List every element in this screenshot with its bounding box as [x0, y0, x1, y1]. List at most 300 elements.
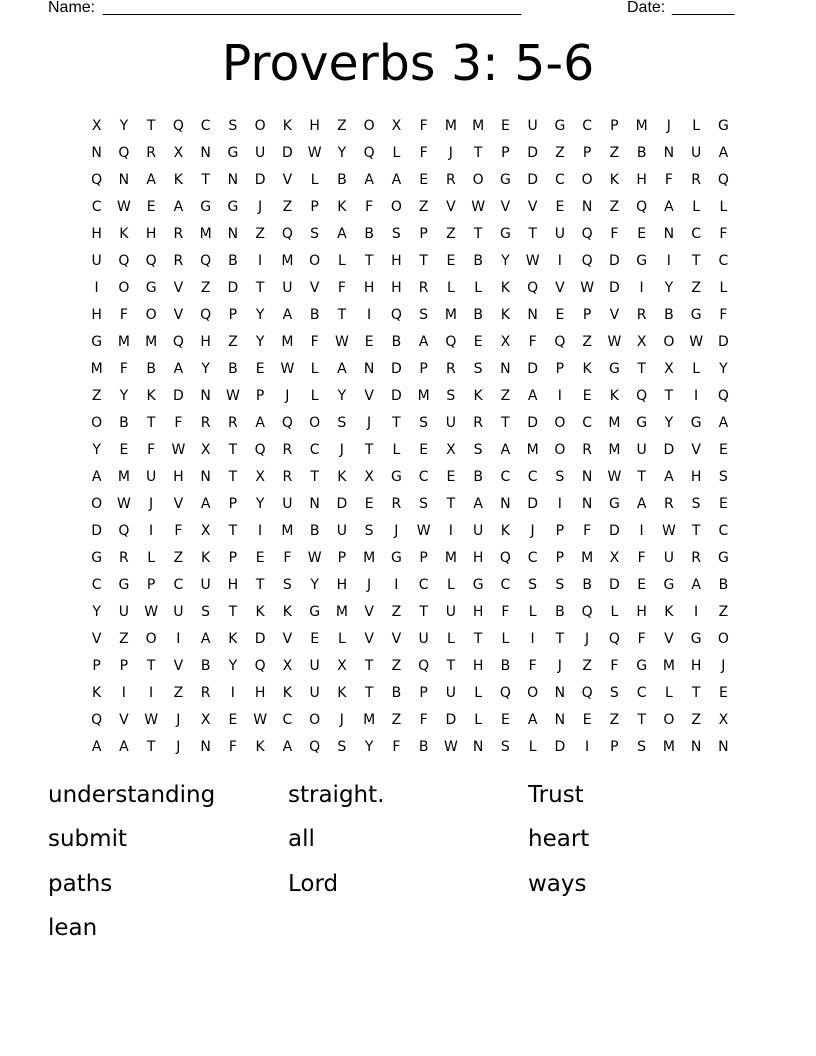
grid-letter: H — [391, 253, 402, 269]
grid-letter: S — [555, 577, 565, 593]
grid-letter: U — [146, 469, 157, 485]
grid-letter: W — [607, 469, 622, 485]
grid-letter: Q — [91, 172, 103, 188]
grid-letter: K — [119, 226, 129, 242]
grid-letter: Y — [364, 739, 374, 755]
grid-letter: I — [694, 388, 699, 404]
grid-letter: M — [90, 361, 103, 377]
grid-letter: F — [664, 172, 673, 188]
grid-letter: K — [146, 388, 156, 404]
grid-letter: U — [118, 604, 129, 620]
grid-letter: T — [528, 226, 537, 242]
grid-row — [83, 491, 737, 518]
grid-letter: Z — [718, 604, 729, 620]
grid-letter: I — [94, 280, 99, 296]
grid-letter: L — [501, 631, 510, 647]
grid-letter: Z — [555, 145, 565, 161]
grid-letter: N — [363, 361, 375, 377]
grid-letter: H — [636, 172, 647, 188]
grid-letter: R — [228, 415, 238, 431]
grid-letter: P — [582, 145, 592, 161]
grid-letter: Y — [92, 604, 101, 620]
grid-letter: N — [690, 739, 702, 755]
grid-letter: O — [663, 712, 675, 728]
grid-letter: D — [390, 361, 402, 377]
grid-letter: C — [527, 550, 538, 566]
grid-letter: T — [255, 577, 265, 593]
grid-letter: C — [554, 172, 565, 188]
grid-letter: H — [472, 550, 484, 566]
grid-letter: I — [639, 280, 644, 296]
grid-letter: F — [119, 307, 128, 323]
grid-letter: B — [228, 361, 238, 377]
word-bank-item: Lord — [288, 871, 339, 897]
grid-letter: A — [664, 469, 674, 485]
grid-letter: W — [580, 280, 595, 296]
grid-letter: B — [664, 307, 674, 323]
grid-letter: O — [309, 712, 321, 728]
grid-letter: P — [310, 199, 319, 215]
date-blank-line: _______ — [672, 0, 735, 16]
grid-letter: F — [392, 739, 401, 755]
grid-letter: Q — [390, 307, 402, 323]
grid-row — [83, 545, 737, 572]
grid-letter: A — [282, 739, 293, 755]
grid-letter: C — [418, 469, 429, 485]
grid-letter: O — [118, 280, 130, 296]
grid-letter: P — [419, 685, 428, 701]
grid-letter: E — [555, 199, 565, 215]
grid-letter: Q — [717, 172, 729, 188]
grid-letter: G — [227, 199, 239, 215]
grid-letter: L — [310, 172, 319, 188]
grid-letter: P — [610, 739, 619, 755]
grid-letter: B — [718, 577, 729, 593]
grid-letter: N — [663, 226, 675, 242]
grid-letter: K — [337, 685, 347, 701]
grid-row — [83, 734, 737, 761]
grid-letter: W — [225, 388, 240, 404]
grid-letter: E — [364, 496, 374, 512]
grid-letter: U — [445, 604, 456, 620]
grid-letter: D — [527, 172, 539, 188]
grid-letter: D — [608, 253, 620, 269]
grid-letter: U — [445, 685, 456, 701]
grid-letter: I — [394, 577, 399, 593]
grid-letter: J — [339, 442, 344, 458]
grid-letter: N — [581, 469, 593, 485]
grid-letter: Q — [118, 253, 130, 269]
grid-letter: Y — [664, 280, 674, 296]
grid-letter: Y — [719, 361, 728, 377]
grid-letter: S — [691, 496, 701, 512]
grid-letter: N — [200, 469, 211, 485]
grid-letter: Q — [172, 118, 184, 134]
grid-letter: X — [255, 469, 265, 485]
grid-letter: K — [201, 550, 211, 566]
grid-letter: X — [200, 523, 211, 539]
grid-letter: T — [446, 658, 456, 674]
grid-letter: G — [499, 172, 511, 188]
grid-letter: R — [391, 496, 402, 512]
grid-letter: U — [282, 496, 293, 512]
grid-letter: N — [554, 685, 566, 701]
grid-letter: B — [200, 658, 211, 674]
grid-letter: R — [200, 685, 211, 701]
grid-letter: W — [525, 253, 540, 269]
grid-letter: Q — [527, 280, 539, 296]
grid-letter: W — [171, 442, 186, 458]
grid-letter: C — [91, 199, 102, 215]
grid-letter: A — [200, 631, 211, 647]
grid-letter: V — [91, 631, 102, 647]
grid-letter: A — [718, 415, 729, 431]
grid-letter: I — [585, 739, 590, 755]
grid-letter: M — [281, 334, 294, 350]
name-label: Name: — [48, 0, 96, 16]
grid-letter: G — [227, 145, 239, 161]
grid-letter: K — [609, 388, 619, 404]
grid-row — [83, 599, 737, 626]
grid-letter: R — [173, 226, 184, 242]
grid-letter: T — [501, 415, 510, 431]
grid-letter: Q — [254, 658, 266, 674]
grid-letter: V — [500, 199, 511, 215]
grid-letter: Z — [500, 388, 511, 404]
grid-row — [83, 518, 737, 545]
grid-letter: X — [446, 442, 456, 458]
grid-letter: P — [555, 523, 565, 539]
grid-letter: O — [254, 118, 266, 134]
grid-letter: K — [255, 739, 265, 755]
grid-letter: K — [282, 685, 292, 701]
grid-letter: W — [443, 739, 458, 755]
grid-letter: P — [419, 226, 428, 242]
grid-letter: G — [663, 577, 675, 593]
grid-letter: V — [364, 604, 374, 620]
grid-letter: V — [664, 631, 674, 647]
grid-letter: G — [91, 334, 103, 350]
grid-letter: M — [662, 658, 675, 674]
grid-letter: S — [310, 226, 320, 242]
grid-letter: Q — [636, 199, 648, 215]
grid-letter: O — [663, 334, 675, 350]
word-search-grid — [83, 113, 737, 761]
grid-letter: S — [337, 415, 347, 431]
grid-letter: E — [718, 685, 728, 701]
grid-letter: I — [258, 253, 263, 269]
grid-row — [83, 221, 737, 248]
grid-letter: C — [500, 469, 511, 485]
grid-letter: S — [609, 685, 619, 701]
grid-letter: T — [637, 712, 646, 728]
grid-letter: S — [419, 415, 429, 431]
grid-letter: M — [363, 550, 376, 566]
grid-letter: R — [200, 415, 211, 431]
grid-letter: S — [364, 523, 374, 539]
grid-letter: S — [201, 604, 211, 620]
grid-letter: J — [339, 712, 344, 728]
grid-letter: R — [173, 253, 184, 269]
grid-letter: V — [527, 199, 538, 215]
grid-row — [83, 113, 737, 140]
grid-letter: G — [390, 469, 402, 485]
grid-letter: Z — [691, 280, 701, 296]
grid-letter: Z — [609, 145, 620, 161]
grid-letter: V — [282, 631, 293, 647]
grid-letter: Q — [118, 145, 130, 161]
grid-letter: J — [258, 199, 263, 215]
grid-letter: I — [149, 523, 154, 539]
grid-letter: E — [446, 253, 456, 269]
grid-letter: I — [121, 685, 126, 701]
grid-letter: O — [717, 631, 729, 647]
grid-letter: Y — [201, 361, 210, 377]
grid-letter: A — [255, 415, 265, 431]
grid-letter: D — [445, 712, 457, 728]
grid-letter: Q — [145, 253, 157, 269]
grid-letter: F — [528, 658, 537, 674]
grid-row — [83, 383, 737, 410]
grid-letter: U — [282, 280, 293, 296]
grid-letter: G — [690, 307, 702, 323]
grid-row — [83, 410, 737, 437]
grid-letter: Q — [309, 739, 321, 755]
grid-letter: R — [119, 550, 129, 566]
grid-letter: G — [309, 604, 321, 620]
grid-letter: O — [581, 172, 593, 188]
word-bank-item: all — [288, 826, 315, 852]
grid-letter: D — [608, 523, 620, 539]
grid-letter: N — [500, 496, 511, 512]
grid-letter: S — [419, 307, 429, 323]
grid-letter: I — [557, 496, 562, 512]
grid-letter: I — [230, 685, 235, 701]
grid-letter: U — [418, 631, 429, 647]
grid-letter: D — [336, 496, 348, 512]
grid-letter: D — [254, 172, 266, 188]
grid-letter: A — [337, 226, 347, 242]
grid-letter: E — [364, 334, 374, 350]
grid-letter: U — [309, 685, 320, 701]
grid-letter: G — [690, 415, 702, 431]
grid-letter: M — [417, 388, 430, 404]
grid-letter: F — [147, 442, 156, 458]
grid-letter: M — [444, 307, 457, 323]
grid-letter: S — [391, 226, 401, 242]
grid-letter: N — [227, 172, 239, 188]
grid-letter: C — [173, 577, 184, 593]
grid-letter: O — [91, 496, 103, 512]
grid-letter: V — [364, 388, 374, 404]
grid-letter: A — [173, 199, 184, 215]
grid-letter: B — [418, 739, 429, 755]
grid-letter: W — [334, 334, 349, 350]
grid-letter: Q — [581, 604, 593, 620]
grid-letter: D — [663, 442, 675, 458]
grid-letter: E — [310, 631, 320, 647]
grid-letter: I — [666, 253, 671, 269]
grid-letter: K — [473, 388, 483, 404]
grid-letter: D — [527, 415, 539, 431]
grid-letter: M — [608, 442, 621, 458]
grid-letter: X — [718, 712, 729, 728]
grid-letter: M — [581, 550, 594, 566]
grid-letter: A — [91, 469, 102, 485]
grid-letter: H — [690, 469, 702, 485]
grid-row — [83, 329, 737, 356]
grid-letter: L — [337, 253, 346, 269]
grid-letter: B — [555, 604, 565, 620]
grid-row — [83, 707, 737, 734]
grid-letter: K — [337, 469, 347, 485]
grid-letter: L — [719, 280, 728, 296]
grid-letter: X — [200, 442, 211, 458]
grid-letter: Q — [200, 253, 212, 269]
grid-letter: L — [392, 145, 401, 161]
grid-letter: J — [176, 739, 181, 755]
grid-letter: Q — [200, 307, 212, 323]
grid-letter: L — [446, 577, 455, 593]
grid-letter: Z — [391, 604, 402, 620]
grid-letter: B — [146, 361, 156, 377]
grid-letter: I — [448, 523, 453, 539]
grid-letter: X — [200, 712, 211, 728]
grid-letter: U — [200, 577, 211, 593]
grid-letter: Y — [255, 334, 265, 350]
grid-letter: C — [582, 118, 593, 134]
grid-letter: T — [664, 388, 674, 404]
grid-letter: T — [419, 604, 428, 620]
grid-letter: R — [691, 550, 701, 566]
grid-letter: D — [608, 280, 620, 296]
grid-letter: S — [528, 577, 538, 593]
grid-letter: Y — [92, 442, 101, 458]
grid-letter: F — [610, 658, 619, 674]
grid-letter: G — [554, 118, 566, 134]
grid-letter: F — [174, 415, 183, 431]
grid-letter: N — [581, 496, 593, 512]
grid-letter: E — [500, 712, 510, 728]
grid-letter: V — [173, 307, 184, 323]
grid-letter: X — [173, 145, 184, 161]
grid-letter: M — [635, 118, 648, 134]
grid-letter: A — [282, 307, 293, 323]
grid-letter: V — [309, 280, 320, 296]
grid-letter: P — [146, 577, 156, 593]
grid-letter: T — [419, 253, 428, 269]
grid-letter: F — [174, 523, 183, 539]
grid-letter: N — [663, 145, 675, 161]
grid-letter: Y — [255, 496, 265, 512]
grid-letter: Y — [119, 388, 129, 404]
grid-letter: L — [692, 199, 701, 215]
grid-letter: Z — [446, 226, 456, 242]
grid-letter: G — [690, 631, 702, 647]
grid-row — [83, 653, 737, 680]
grid-letter: C — [200, 118, 211, 134]
grid-letter: L — [337, 631, 346, 647]
grid-letter: S — [282, 577, 292, 593]
grid-letter: M — [145, 334, 158, 350]
grid-letter: V — [555, 280, 565, 296]
grid-letter: H — [690, 658, 702, 674]
grid-letter: Z — [228, 334, 238, 350]
grid-letter: J — [448, 145, 453, 161]
grid-letter: E — [500, 118, 510, 134]
grid-letter: K — [582, 361, 592, 377]
grid-letter: O — [554, 415, 566, 431]
grid-letter: L — [692, 118, 701, 134]
grid-letter: D — [172, 388, 184, 404]
grid-letter: O — [91, 415, 103, 431]
grid-letter: I — [639, 523, 644, 539]
grid-letter: H — [91, 307, 102, 323]
grid-letter: O — [309, 415, 321, 431]
grid-letter: M — [335, 604, 348, 620]
grid-letter: W — [661, 523, 676, 539]
grid-letter: D — [390, 388, 402, 404]
grid-letter: M — [281, 253, 294, 269]
grid-letter: T — [310, 469, 319, 485]
grid-letter: R — [282, 469, 293, 485]
grid-letter: F — [637, 631, 646, 647]
grid-letter: V — [282, 172, 293, 188]
grid-letter: I — [367, 307, 372, 323]
grid-letter: H — [254, 685, 266, 701]
grid-letter: R — [691, 172, 701, 188]
grid-letter: D — [527, 145, 539, 161]
grid-letter: T — [392, 415, 401, 431]
grid-letter: X — [337, 658, 347, 674]
grid-letter: E — [255, 550, 265, 566]
grid-letter: G — [608, 496, 620, 512]
grid-row — [83, 680, 737, 707]
grid-letter: L — [446, 631, 455, 647]
grid-letter: L — [310, 388, 319, 404]
grid-letter: P — [610, 118, 619, 134]
grid-letter: F — [419, 118, 428, 134]
grid-letter: E — [119, 442, 129, 458]
grid-letter: D — [717, 334, 729, 350]
grid-letter: W — [416, 523, 431, 539]
grid-letter: U — [554, 226, 565, 242]
grid-letter: L — [392, 442, 401, 458]
grid-letter: Q — [418, 658, 430, 674]
grid-letter: M — [281, 523, 294, 539]
grid-letter: H — [636, 604, 647, 620]
grid-letter: M — [199, 226, 212, 242]
grid-letter: U — [91, 253, 102, 269]
grid-letter: T — [146, 415, 156, 431]
grid-letter: C — [309, 442, 320, 458]
grid-letter: Q — [445, 334, 457, 350]
grid-letter: K — [500, 307, 510, 323]
grid-letter: K — [500, 280, 510, 296]
grid-letter: G — [636, 415, 648, 431]
grid-letter: I — [557, 388, 562, 404]
grid-letter: K — [609, 172, 619, 188]
word-bank-item: submit — [48, 826, 127, 852]
grid-letter: F — [719, 307, 728, 323]
grid-letter: P — [255, 388, 265, 404]
grid-letter: V — [173, 280, 184, 296]
grid-letter: I — [176, 631, 181, 647]
grid-letter: P — [228, 550, 238, 566]
grid-letter: I — [557, 253, 562, 269]
grid-letter: E — [555, 307, 565, 323]
grid-letter: R — [418, 280, 429, 296]
